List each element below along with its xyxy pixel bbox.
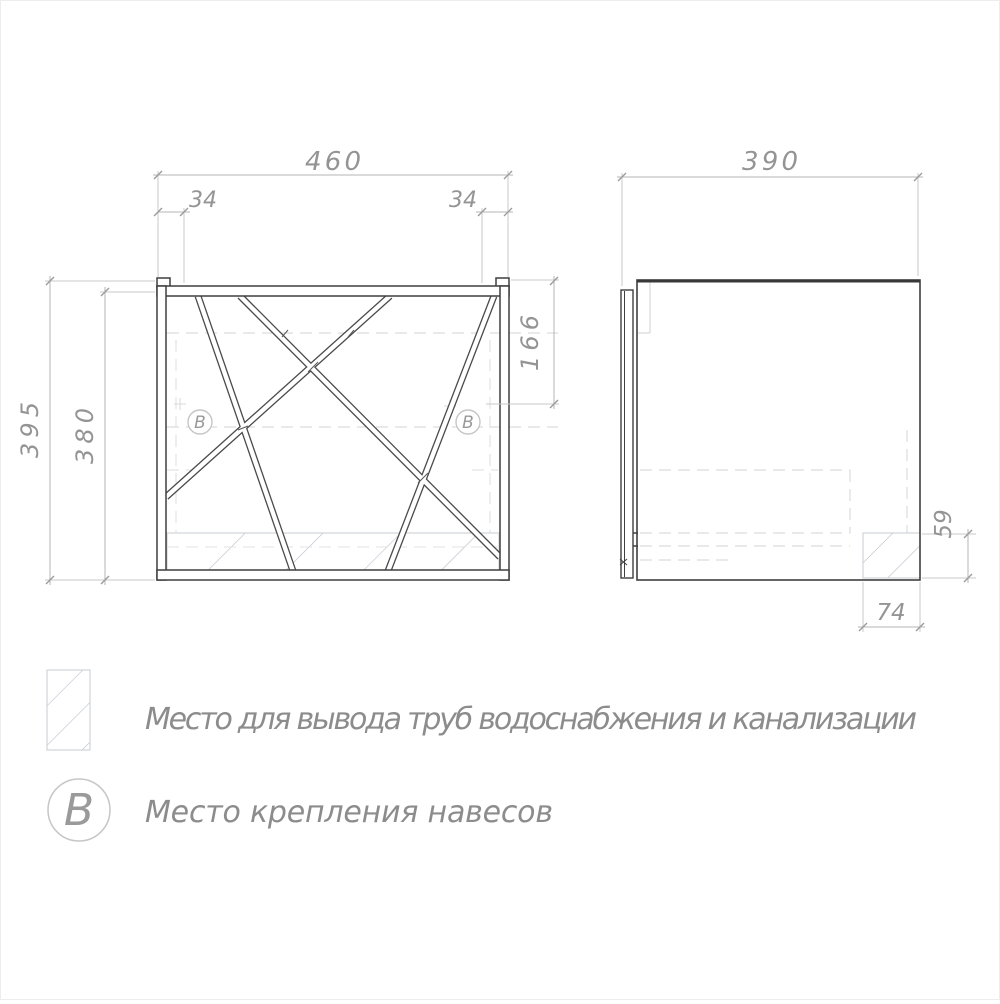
dimension-lines	[50, 175, 554, 585]
pipe-outlet-hatch-area	[167, 533, 499, 571]
side-pipe-cutout-hatch	[863, 533, 920, 578]
extension-lines	[622, 173, 976, 632]
front-view	[157, 278, 558, 580]
front-dimensions	[16, 147, 559, 585]
side-top-step-line	[638, 282, 650, 333]
dim-side-depth: 390	[742, 147, 798, 177]
dim-front-left-inset: 34	[189, 188, 217, 213]
side-dimensions	[617, 147, 976, 632]
legend-bracket-symbol-letter: В	[63, 785, 95, 836]
bracket-marker-letter: В	[194, 413, 206, 433]
legend	[47, 670, 917, 841]
dim-side-cutout-width: 74	[876, 600, 906, 626]
top-rail	[157, 286, 509, 296]
legend-pipe-area-label: Место для вывода труб водоснабжения и канализации	[145, 702, 917, 737]
legend-hatch-swatch	[47, 670, 90, 750]
door-panel	[620, 290, 638, 578]
dim-front-overall-height: 395	[16, 402, 44, 458]
dim-side-cutout-height: 59	[931, 509, 957, 539]
side-view	[620, 280, 920, 580]
bracket-marker-left	[188, 410, 212, 434]
dim-front-bracket-drop: 166	[516, 315, 544, 371]
bracket-marker-letter: В	[462, 413, 474, 433]
legend-bracket-label: Место крепления навесов	[145, 795, 553, 830]
dim-front-width: 460	[305, 147, 361, 177]
dim-front-right-inset: 34	[449, 188, 477, 213]
right-rail	[500, 286, 509, 580]
dim-front-inner-height: 380	[71, 408, 99, 464]
front-center-marks	[174, 398, 456, 412]
left-rail	[157, 286, 166, 580]
bottom-rail	[157, 570, 509, 580]
bracket-marker-right	[456, 410, 480, 434]
diagonal-braces	[166, 296, 500, 571]
